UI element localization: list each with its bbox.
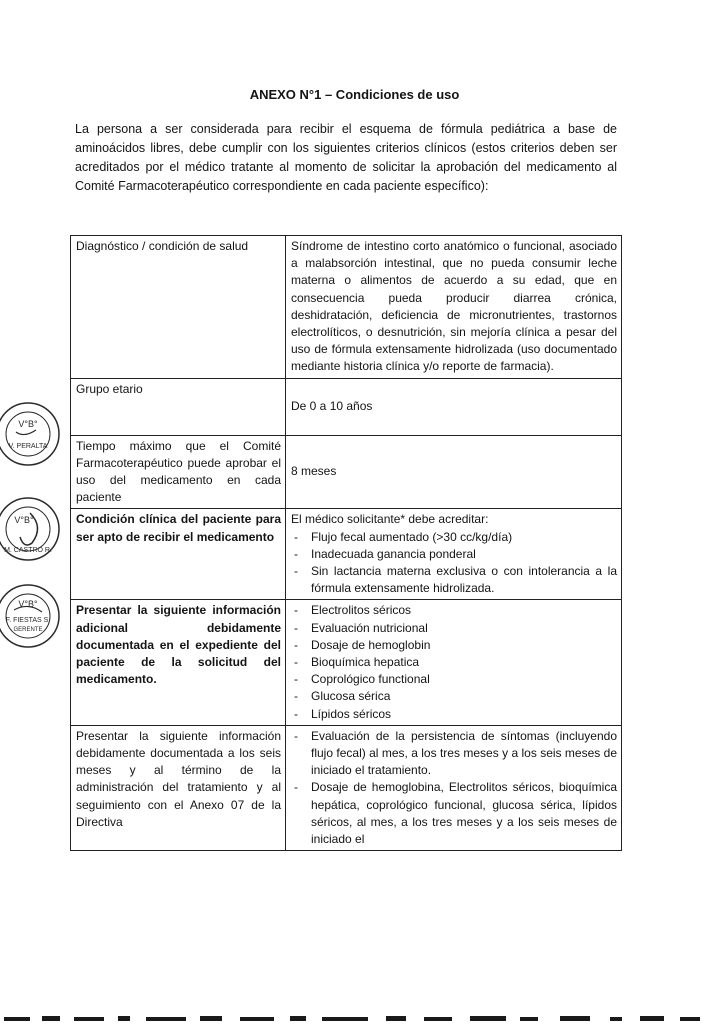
additional-info-list: [291, 602, 617, 722]
table-row: [71, 725, 622, 850]
table-row: [71, 600, 622, 725]
list-item: - Flujo fecal aumentado (>30 cc/kg/día): [291, 529, 617, 546]
list-item: - Glucosa sérica: [291, 688, 617, 705]
row-content-age-group: De 0 a 10 años: [286, 378, 622, 435]
table-row: [71, 509, 622, 600]
list-item: - Dosaje de hemoglobina, Electrolitos séricos, bioquímica hepática, coprológico funcional, glucosa sérica, lípidos séricos, al mes, a los tres meses y a los seis meses de iniciado el: [291, 779, 617, 848]
criteria-table: [70, 235, 622, 851]
list-item: - Evaluación nutricional: [291, 620, 617, 637]
list-item: - Coprológico functional: [291, 671, 617, 688]
list-item: - Bioquímica hepatica: [291, 654, 617, 671]
table-row: [71, 378, 622, 435]
row-content-max-time: 8 meses: [286, 435, 622, 509]
row-label-additional-info: Presentar la siguiente información adicional debidamente documentada en el expediente del paciente de la solicitud del medicamento.: [71, 600, 286, 725]
list-item: - Inadecuada ganancia ponderal: [291, 546, 617, 563]
list-item: - Dosaje de hemoglobin: [291, 637, 617, 654]
row-content-diagnosis: Síndrome de intestino corto anatómico o funcional, asociado a malabsorción intestinal, que no pueda consumir leche materna o alimentos de acuerdo a su edad, que en consecuencia pueda producir diarrea crónica, deshidratación, deficiencia de micronutrientes, trastornos electrolíticos, o desnutrición, sin mejoría clínica a pesar del uso de fórmula extensamente hidrolizada (uso documentado mediante historia clínica y/o reporte de farmacia).: [286, 236, 622, 379]
follow-up-list: [291, 728, 617, 848]
annex-title: ANEXO N°1 – Condiciones de uso: [249, 87, 460, 102]
row-content-additional-info: [286, 600, 622, 725]
row-content-clinical-condition: [286, 509, 622, 600]
stamp-name-text: F. FIESTAS S.: [5, 617, 51, 624]
stamp-name-text: M. CASTRO R.: [4, 547, 52, 554]
table-row: [71, 435, 622, 509]
stamp-vb-text: V°B°: [18, 599, 38, 609]
row-label-max-time: Tiempo máximo que el Comité Farmacoterapéutico puede aprobar el uso del medicamento en cada paciente: [71, 435, 286, 509]
approval-stamp-castro: [0, 493, 66, 565]
clinical-condition-intro: El médico solicitante* debe acreditar:: [291, 512, 489, 527]
list-item: - Evaluación de la persistencia de síntomas (incluyendo flujo fecal) al mes, a los tres meses y a los seis meses de iniciado el tratamiento.: [291, 728, 617, 780]
scan-edge-noise: [0, 1014, 709, 1024]
row-content-follow-up: [286, 725, 622, 850]
stamp-role-text: GERENTE: [13, 627, 43, 633]
stamp-vb-text: V°B°: [18, 419, 38, 429]
intro-paragraph: La persona a ser considerada para recibir el esquema de fórmula pediátrica a base de aminoácidos libres, debe cumplir con los siguientes criterios clínicos (estos criterios deben ser acreditados por el médico tratante al momento de solicitar la aprobación del medicamento al Comité Farmacoterapéutico correspondiente en cada paciente específico):: [75, 122, 617, 193]
table-row: [71, 236, 622, 379]
clinical-condition-list: [291, 529, 617, 598]
row-label-clinical-condition: Condición clínica del paciente para ser apto de recibir el medicamento: [71, 509, 286, 600]
stamp-name-text: V. PERALTA: [8, 443, 48, 450]
list-item: - Sin lactancia materna exclusiva o con intolerancia a la fórmula extensamente hidrolizada.: [291, 563, 617, 597]
row-label-diagnosis: Diagnóstico / condición de salud: [71, 236, 286, 379]
list-item: - Lípidos séricos: [291, 706, 617, 723]
row-label-age-group: Grupo etario: [71, 378, 286, 435]
stamp-vb-text: V°B°: [14, 515, 34, 525]
row-label-follow-up: Presentar la siguiente información debidamente documentada a los seis meses y al término de la administración del tratamiento y al seguimiento con el Anexo 07 de la Directiva: [71, 725, 286, 850]
list-item: - Electrolitos séricos: [291, 602, 617, 619]
approval-stamp-fiestas: [0, 580, 66, 652]
approval-stamp-peralta: [0, 398, 66, 470]
